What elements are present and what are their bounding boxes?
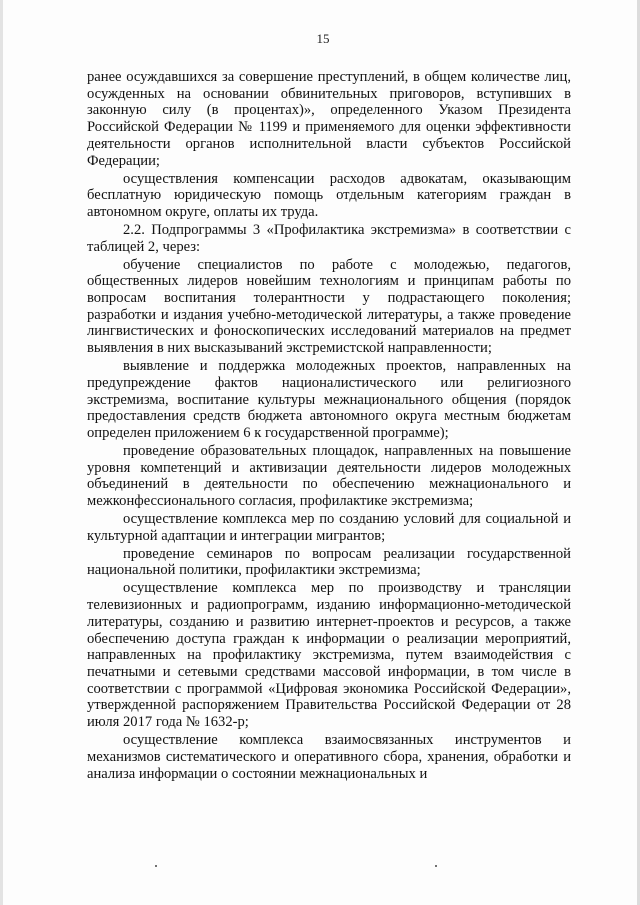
paragraph: осуществления компенсации расходов адвокатам, оказывающим бесплатную юридическую помощь отдельным категориям граждан в автономном округе, оплаты их труда. [87, 170, 571, 220]
paragraph: проведение образовательных площадок, направленных на повышение уровня компетенций и активизации деятельности лидеров молодежных объединений в деятельности по обеспечению межнационального и межконфессионального согласия, профилактике экстремизма; [87, 442, 571, 510]
document-body [87, 69, 571, 782]
paragraph: осуществление комплекса взаимосвязанных инструментов и механизмов систематического и оперативного сбора, хранения, обработки и анализа информации о состоянии межнациональных и [87, 732, 571, 782]
paragraph: проведение семинаров по вопросам реализации государственной национальной политики, профилактики экстремизма; [87, 545, 571, 579]
paragraph: осуществление комплекса мер по созданию условий для социальной и культурной адаптации и интеграции мигрантов; [87, 511, 571, 544]
scan-speck [435, 865, 437, 867]
page-number: 15 [316, 31, 330, 46]
paragraph: 2.2. Подпрограммы 3 «Профилактика экстремизма» в соответствии с таблицей 2, через: [87, 221, 571, 255]
scan-speck [155, 865, 157, 867]
paragraph: ранее осуждавшихся за совершение преступлений, в общем количестве лиц, осужденных на основании обвинительных приговоров, вступивших в законную силу (в процентах)», определенного Указом Президента Российской Федерации № 1199 и применяемого для оценки эффективности деятельности органов исполнительной власти субъектов Российской Федерации; [87, 69, 571, 169]
paragraph: обучение специалистов по работе с молодежью, педагогов, общественных лидеров новейшим технологиям и принципам работы по вопросам воспитания толерантности у подрастающего поколения; разработки и издания учебно-методической литературы, а также проведение лингвистических и фоноскопических исследований материалов на предмет выявления в них высказываний экстремистской направленности; [87, 256, 571, 357]
paragraph: осуществление комплекса мер по производству и трансляции телевизионных и радиопрограмм, изданию информационно-методической литературы, созданию и развитию интернет-проектов и ресурсов, а также обеспечению доступа граждан к информации о реализации мероприятий, направленных на профилактику экстремизма, путем взаимодействия с печатными и сетевыми средствами массовой информации, в том числе в соответствии с программой «Цифровая экономика Российской Федерации», утвержденной распоряжением Правительства Российской Федерации от 28 июля 2017 года № 1632-р; [87, 580, 571, 731]
paragraph: выявление и поддержка молодежных проектов, направленных на предупреждение фактов националистического или религиозного экстремизма, воспитание культуры межнационального общения (порядок предоставления средств бюджета автономного округа местным бюджетам определен приложением 6 к государственной программе); [87, 358, 571, 441]
